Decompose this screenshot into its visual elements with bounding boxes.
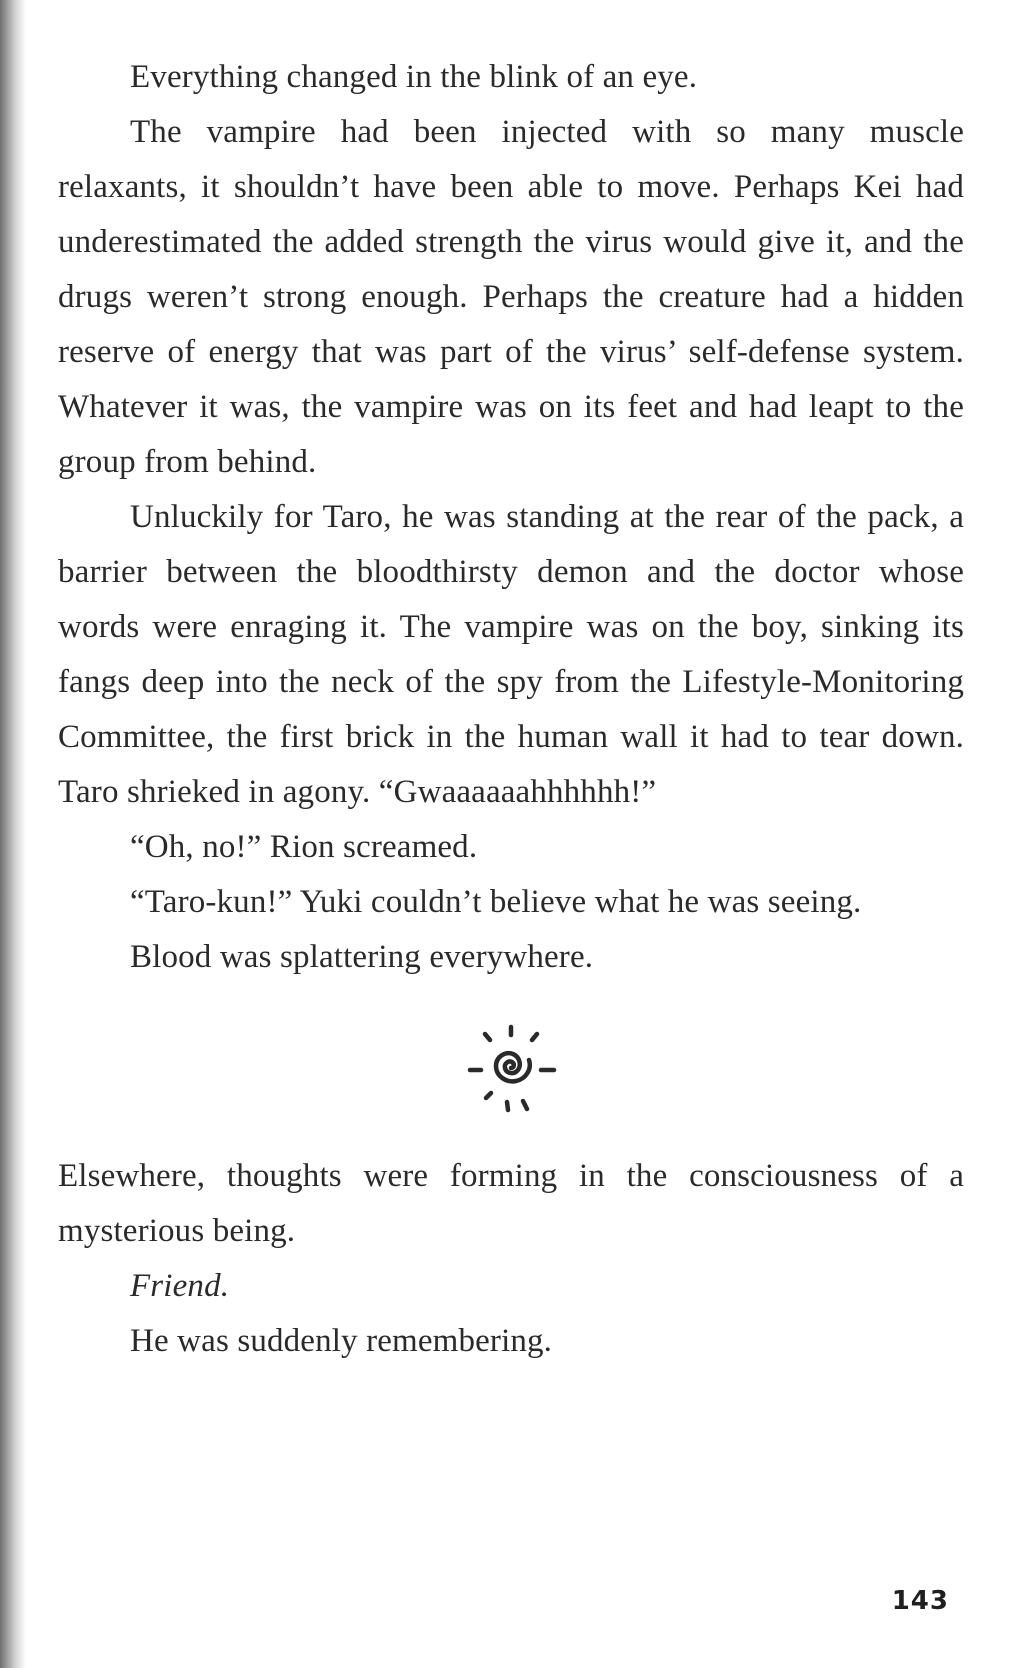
paragraph: Blood was splattering everywhere. [130,939,594,975]
paragraph: The vampire had been injected with so many muscle relaxants, it shouldn’t have been able to move. Perhaps Kei had underestimated the added strength the virus would give it, and the drugs weren’t strong enough. Perhaps the creature had a hidden reserve of energy that was part of the virus’ self-defense system. Whatever it was, the vampire was on its feet and had leapt to the group from behind. [58,114,964,480]
page-number: 143 [891,1586,949,1616]
paragraph: Everything changed in the blink of an eye. [130,59,698,95]
spiral-sun-icon [456,1012,566,1122]
paragraph: “Taro-kun!” Yuki couldn’t believe what he was seeing. [130,884,862,920]
paragraph: He was suddenly remembering. [130,1323,553,1359]
binding-gutter-shadow [0,0,26,1668]
page-body [58,50,964,1369]
scene-break [58,985,964,1149]
paragraph: Unluckily for Taro, he was standing at the rear of the pack, a barrier between the bloodthirsty demon and the doctor whose words were enraging it. The vampire was on the boy, sinking its fangs deep into the neck of the spy from the Lifestyle-Monitoring Committee, the first brick in the human wall it had to tear down. Taro shrieked in agony. “Gwaaaaaahhhhhh!” [58,499,964,810]
paragraph: “Oh, no!” Rion screamed. [130,829,478,865]
paragraph-after-break: Elsewhere, thoughts were forming in the consciousness of a mysterious being. [58,1158,964,1249]
italic-thought-line: Friend. [130,1268,230,1304]
